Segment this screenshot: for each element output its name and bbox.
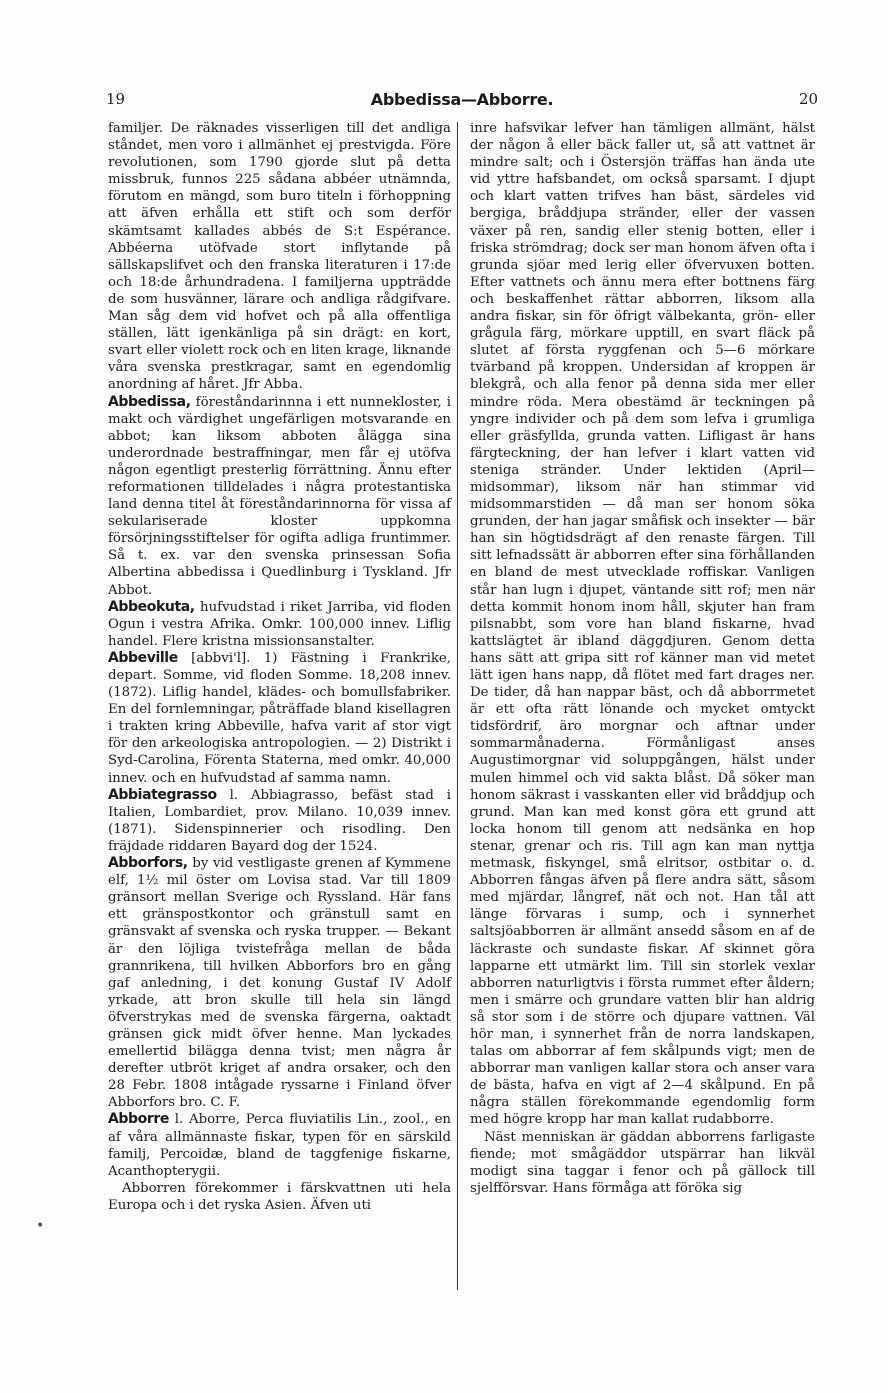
entry-paragraph: Abborren förekommer i färskvattnen uti hela Europa och i det ryska Asien. Äfven uti xyxy=(108,1180,451,1213)
headword: Abbedissa, xyxy=(108,393,191,410)
margin-mark: • xyxy=(36,1218,45,1234)
column-divider xyxy=(457,122,458,1290)
entry-paragraph: Näst menniskan är gäddan abborrens farligaste fiende; mot smågäddor utspärrar han likväl modigt sina taggar i fenor och på gällock till sjelfförsvar. Hans förmåga att föröka sig xyxy=(470,1129,815,1196)
running-title: Abbedissa—Abborre. xyxy=(370,90,554,109)
page-number-right: 20 xyxy=(798,90,818,108)
page-number-left: 19 xyxy=(106,90,126,108)
headword: Abborfors, xyxy=(108,855,188,872)
entry-abbiategrasso: Abbiategrasso l. Abbiagrasso, befäst stad i Italien, Lombardiet, prov. Milano. 10,039 innev. (1871). Sidenspinnerier och risodling. Den fräjdade riddaren Bayard dog der 1524. xyxy=(108,786,451,854)
entry-abbeville: Abbeville [abbvi'l]. 1) Fästning i Frankrike, depart. Somme, vid floden Somme. 18,208 innev. (1872). Liflig handel, klädes- och bomullsfabriker. En del fornlemningar, påträffade bland kisellagren i trakten kring Abbeville, hafva varit af stor vigt för den arkeologiska antropologien. — 2) Distrikt i Syd-Carolina, Förenta Staterna, med omkr. 40,000 innev. och en hufvudstad af samma namn. xyxy=(108,649,451,786)
entry-paragraph: inre hafsvikar lefver han tämligen allmänt, hälst der någon å eller bäck faller ut, så att vattnet är mindre salt; och i Östersjön träffas han ända ute vid yttre hafsbandet, om också sparsamt. I djupt och klart vatten trifves han bäst, särdeles vid bergiga, bråddjupa stränder, eller der vassen växer på ren, sandig eller stenig botten, eller i friska strömdrag; dock ser man honom äfven ofta i grunda sjöar med lerig eller öfvervuxen botten. Efter vattnets och ännu mera efter bottnens färg och beskaffenhet rättar abborren, liksom alla andra fiskar, sin för öfrigt välbekanta, grön- eller grågula färg, mörkare upptill, en svart fläck på slutet af första ryggfenan och 5—6 mörkare tvärband på kroppen. Undersidan af kroppen är blekgrå, och alla fenor på denna sida mer eller mindre röda. Mera obestämd är teckningen på yngre individer och på dem som lefva i grumliga eller gräsfyllda, grunda vatten. Lifligast är hans färgteckning, der han lefver i klart vatten vid steniga stränder. Under lektiden (April—midsommar), liksom när han stimmar vid midsommarstiden — då man ser honom söka grunden, der han jagar småfisk och insekter — bär han sin högtidsdrägt af den renaste färgen. Till sitt lefnadssätt är abborren efter sina förhållanden en bland de mest utvecklade roffiskar. Vanligen står han lugn i djupet, väntande sitt rof; men när detta kommit honom inom håll, skjuter han fram pilsnabbt, som vore han bland fiskarne, hvad kattslägtet är ibland däggdjuren. Genom detta hans sätt att gripa sitt rof känner man vid metet lätt igen hans napp, då flötet med fart drages ner. De tider, då han nappar bäst, och då abborrmetet är ett ofta rätt lönande och mycket omtyckt tidsfördrif, äro morgnar och aftnar under sommarmånaderna. Förmånligast anses Augustimorgnar vid soluppgången, hälst under mulen himmel och vid sakta blåst. Då söker man honom säkrast i vasskanten eller vid bråddjup och grund. Man kan med konst göra ett grund att locka honom till genom att nedsänka en hop stenar, grenar och ris. Till agn kan man nyttja metmask, fiskyngel, små elritsor, ostbitar o. d. Abborren fångas äfven på flere andra sätt, såsom med mjärdar, långref, nät och not. Han tål att länge förvaras i sump, och i synnerhet saltsjöabborren är allmänt ansedd såsom en af de läckraste och sundaste fiskar. Af skinnet göra lapparne ett utmärkt lim. Till sin storlek vexlar abborren naturligtvis i första rummet efter åldern; men i smärre och grundare vatten blir han aldrig så stor som i de större och djupare vattnen. Väl hör man, i synnerhet från de norra landskapen, talas om abborrar af fem skålpunds vigt; men de abborrar man vanligen kallar stora och anser vara de bästa, hafva en vigt af 2—4 skålpund. En på några ställen förekommande egendomlig form med högre kropp har man kallat rudabborre. xyxy=(470,121,815,1128)
entry-abborre: Abborre l. Aborre, Perca fluviatilis Lin., zool., en af våra allmännaste fiskar, typen för en särskild familj, Percoidæ, bland de taggfenige fiskarne, Acanthopterygii. xyxy=(108,1111,451,1179)
left-column xyxy=(108,120,451,1214)
entry-text: familjer. De räknades visserligen till det andliga ståndet, men voro i allmänhet ej prestvigda. Före revolutionen, som 1790 gjorde slut på detta missbruk, funnos 225 sådana abbéer utnämnda, förutom en mängd, som buro titeln i förhoppning att äfven erhålla ett stift och som derför skämtsamt kallades abbés de S:t Espérance. Abbéerna utöfvade stort inflytande på sällskapslifvet och den franska literaturen i 17:de och 18:de århundradena. I familjerna uppträdde de som husvänner, lärare och andliga rådgifvare. Man såg dem vid hofvet och på alla offentliga ställen, lätt igenkänliga på sin drägt: en kort, svart eller violett rock och en liten krage, liknande våra svenska prestkragar, samt en egendomlig anordning af håret. Jfr Abba. xyxy=(108,121,451,393)
headword: Abbeville xyxy=(108,649,178,666)
entry-abbedissa: Abbedissa, föreståndarinnna i ett nunnekloster, i makt och värdighet ungefärligen motsvarande en abbot; kan liksom abboten ålägga sina underordnade bestraffningar, men får ej utöfva någon egentligt presterlig förrättning. Ännu efter reformationen tilldelades i några protestantiska land denna titel åt föreståndarinnorna för vissa af sekulariserade kloster uppkomna försörjningsstiftelser för ogifta adliga fruntimmer. Så t. ex. var den svenska prinsessan Sofia Albertina abbedissa i Quedlinburg i Tyskland. Jfr Abbot. xyxy=(108,393,451,598)
entry-abborfors: Abborfors, by vid vestligaste grenen af Kymmene elf, 1½ mil öster om Lovisa stad. Var till 1809 gränsort mellan Sverige och Ryssland. Här fans ett gränspostkontor och gränstull samt en gränsvakt af svenska och ryska trupper. — Bekant är den löjliga tvistefråga mellan de båda grannrikena, till hvilken Abborfors bro en gång gaf anledning, i det konung Gustaf IV Adolf yrkade, att bron skulle till hela sin längd öfverstrykas med de svenska färgerna, oaktadt gränsen gick midt öfver henne. Man lyckades emellertid bilägga denna tvist; men några år derefter utbröt kriget af andra orsaker, och den 28 Febr. 1808 intågade ryssarne i Finland öfver Abborfors bro. C. F. xyxy=(108,855,451,1111)
headword: Abbeokuta, xyxy=(108,598,195,615)
page-header xyxy=(106,90,818,110)
right-column xyxy=(470,120,815,1197)
headword: Abbiategrasso xyxy=(108,786,217,803)
headword: Abborre xyxy=(108,1111,169,1128)
entry-abbeokuta: Abbeokuta, hufvudstad i riket Jarriba, vid floden Ogun i vestra Afrika. Omkr. 100,000 innev. Liflig handel. Flere kristna missionsanstalter. xyxy=(108,598,451,649)
